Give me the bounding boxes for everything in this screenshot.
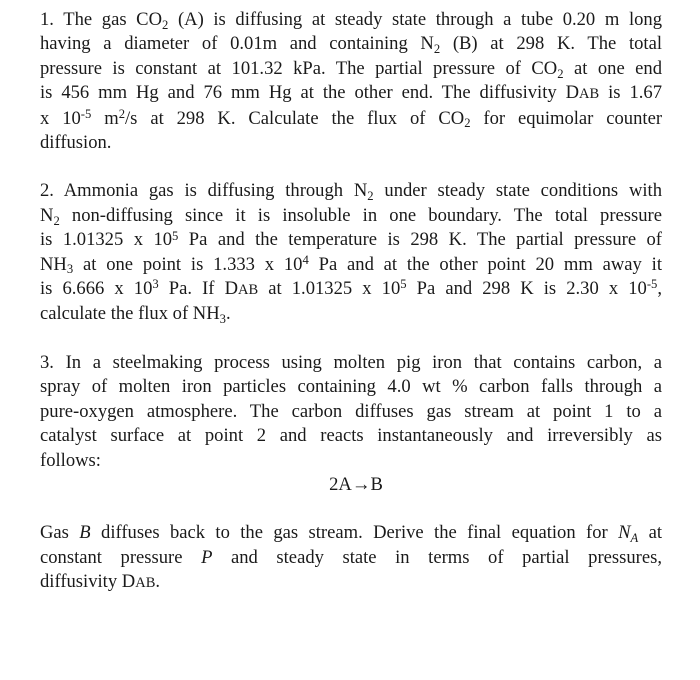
problem-2: 2. Ammonia gas is diffusing through $N_2$ under steady state conditions with $N_2$ non-diffusing since it is insoluble in one boundary. The total pressure is 1.01325 x $10^5$ Pa and the temperature is 298 K. The partial pressure of $NH_3$ at one point is 1.333 x $10^4$ Pa and at the other point 20 mm away it is 6.666 x $10^3$ Pa. If DAB at 1.01325 x $10^5$ Pa and 298 K is 2.30 x $10^{-5}$, calculate the flux of $NH_3$.: [40, 180, 663, 327]
problem-3: 3. In a steelmaking process using molten pig iron that contains carbon, a spray of molten iron particles containing 4.0 wt % carbon falls through a pure-oxygen atmosphere. The carbon diffuses gas stream at point 1 to a catalyst surface at point 2 and reacts instantaneously and irreversibly as follows: 2A→B Gas B diffuses back to the gas stream. Derive the final equation for $N_A$ at constant pressure P and steady state in terms of partial pressures, diffusivity DAB.: [40, 351, 662, 596]
problem-1: 1. The gas $CO_2$ (A) is diffusing at steady state through a tube 0.20 m long having a diameter of 0.01m and containing $N_2$ (B) at 298 K. The total pressure is constant at 101.32 kPa. The partial pressure of $CO_2$ at one end is 456 mm Hg and 76 mm Hg at the other end. The diffusivity DAB is 1.67 x $10^{-5}$ $m^2/s$ at 298 K. Calculate the flux of $CO_2$ for equimolar counter diffusion.: [40, 9, 663, 154]
reaction-equation: 2A→B: [329, 473, 383, 495]
document-page: [40, 8, 662, 596]
problem-3-derivation: Gas B diffuses back to the gas stream. Derive the final equation for $N_A$ at constant pressure P and steady state in terms of partial pressures, diffusivity DAB.: [40, 522, 662, 593]
